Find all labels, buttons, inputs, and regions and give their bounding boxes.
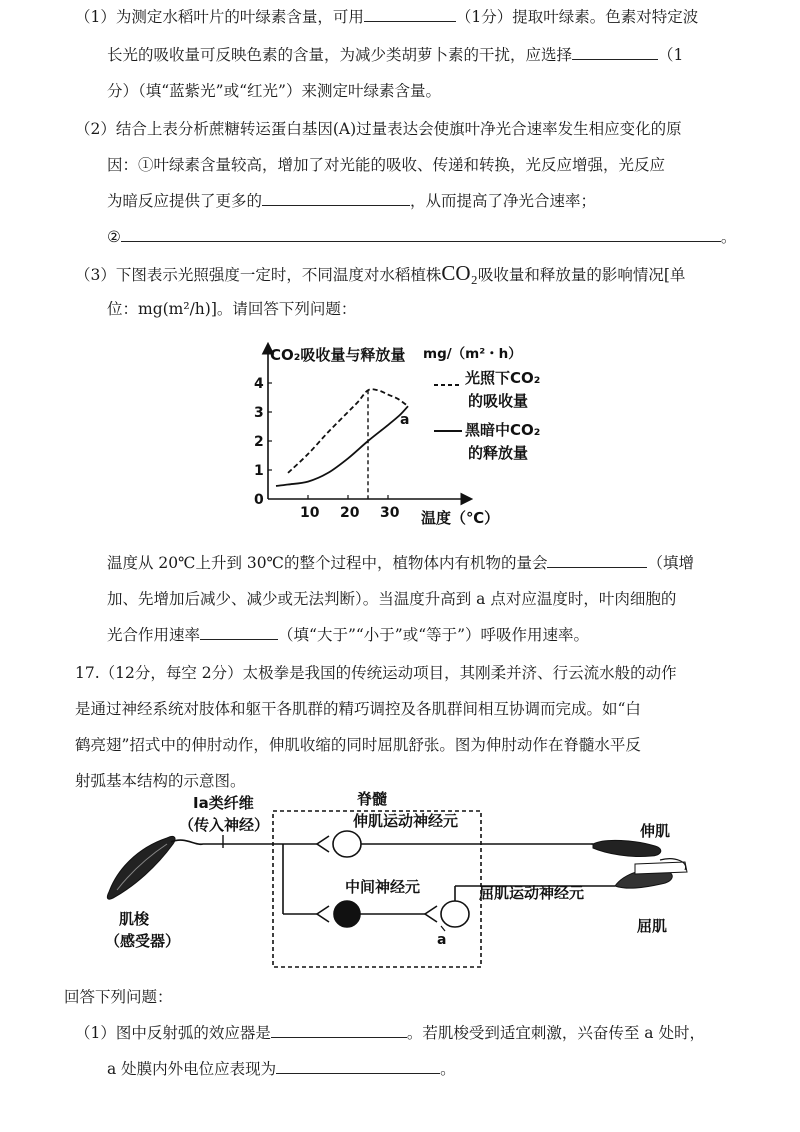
q16-p3-q3: 光合作用速率 （填“大于”“小于”或“等于”）呼吸作用速率。 [107, 626, 590, 644]
extensor-motor-label: 伸肌运动神经元 [353, 812, 459, 830]
reflex-arc-diagram [95, 786, 705, 971]
legend-light-line2: 的吸收量 [468, 392, 529, 410]
q17-line4: 射弧基本结构的示意图。 [75, 772, 246, 790]
bone [635, 862, 687, 874]
y-tick-label: 2 [254, 434, 264, 450]
q16-p2-line2: 因：①叶绿素含量较高，增加了对光能的吸收、传递和转换，光反应增强，光反应 [107, 156, 666, 174]
answer-blank[interactable] [262, 190, 410, 206]
extensor-muscle-label: 伸肌 [640, 822, 671, 840]
extensor-muscle [593, 840, 661, 856]
synapse-flexor [425, 906, 437, 922]
point-a-label: a [400, 412, 410, 428]
spindle-label: 肌梭 [119, 910, 150, 928]
legend-dark-line1: 黑暗中CO₂ [465, 421, 541, 439]
q17-answer1: （1）图中反射弧的效应器是 。若肌梭受到适宜刺激，兴奋传至 a 处时， [75, 1024, 705, 1042]
afferent-fiber [171, 840, 283, 844]
synapse-extensor [317, 836, 329, 852]
answer-intro: 回答下列问题： [64, 988, 173, 1006]
y-tick-label: 0 [254, 492, 264, 508]
q16-p2-line3: 为暗反应提供了更多的 ，从而提高了净光合速率； [107, 192, 597, 210]
q16-p3-line1: （3）下图表示光照强度一定时，不同温度对水稻植株CO₂吸收量和释放量的影响情况[单 [75, 261, 686, 285]
answer-blank[interactable] [572, 44, 658, 60]
answer-blank[interactable] [271, 1022, 407, 1038]
chart-title: CO₂吸收量与释放量 [270, 346, 406, 364]
y-tick-label: 1 [254, 463, 264, 479]
legend-light-line1: 光照下CO₂ [465, 369, 541, 387]
answer-blank[interactable] [276, 1058, 440, 1074]
q16-p2-line1: （2）结合上表分析蔗糖转运蛋白基因(A)过量表达会使旗叶净光合速率发生相应变化的原 [75, 120, 682, 138]
answer-blank[interactable] [364, 6, 456, 22]
flexor-motor-neuron [441, 901, 469, 927]
q16-p1-line1: （1）为测定水稻叶片的叶绿素含量，可用 （1分）提取叶绿素。色素对特定波 [75, 8, 699, 26]
extensor-motor-neuron [333, 831, 361, 857]
answer-blank[interactable] [200, 624, 278, 640]
x-tick-label: 20 [340, 505, 360, 521]
q16-p3-q1: 温度从 20℃上升到 30℃的整个过程中，植物体内有机物的量会 （填增 [107, 554, 694, 572]
y-tick-label: 3 [254, 405, 264, 421]
point-a-marker: a [437, 932, 447, 948]
q16-p1-line2: 长光的吸收量可反映色素的含量，为减少类胡萝卜素的干扰，应选择 （1 [107, 46, 684, 64]
q17-line3: 鹤亮翅”招式中的伸肘动作，伸肌收缩的同时屈肌舒张。图为伸肘动作在脊髓水平反 [75, 736, 641, 754]
x-axis-label: 温度（℃） [421, 509, 500, 527]
x-tick-label: 30 [380, 505, 400, 521]
ia-fiber-label: Ia类纤维 [193, 794, 254, 812]
q17-line2: 是通过神经系统对肢体和躯干各肌群的精巧调控及各肌群间相互协调而完成。如“白 [75, 700, 641, 718]
interneuron [334, 901, 360, 927]
synapse-interneuron [317, 906, 329, 922]
q17-answer2: a 处膜内外电位应表现为 。 [107, 1060, 456, 1078]
flexor-motor-label: 屈肌运动神经元 [479, 884, 585, 902]
flexor-muscle-label: 屈肌 [637, 917, 668, 935]
answer-blank[interactable] [121, 226, 721, 242]
y-tick-label: 4 [254, 376, 264, 392]
x-tick-label: 10 [300, 505, 320, 521]
afferent-label: （传入神经） [179, 816, 270, 834]
legend-dark-line2: 的释放量 [468, 444, 529, 462]
q16-p2-line4: ② 。 [107, 228, 737, 246]
q16-p1-line3: 分）（填“蓝紫光”或“红光”）来测定叶绿素含量。 [107, 82, 441, 100]
light-absorption-curve [288, 389, 408, 473]
answer-blank[interactable] [547, 552, 647, 568]
receptor-label: （感受器） [105, 932, 181, 950]
interneuron-label: 中间神经元 [345, 878, 421, 896]
y-axis-unit: mg/（m²・h） [423, 346, 522, 362]
q17-line1: 17.（12分，每空 2分）太极拳是我国的传统运动项目，其刚柔并济、行云流水般的动作 [75, 664, 677, 682]
q16-p3-q2: 加、先增加后减少、减少或无法判断）。当温度升高到 a 点对应温度时，叶肉细胞的 [107, 590, 677, 608]
q16-p3-line2: 位：mg(m²/h)]。请回答下列问题： [107, 300, 357, 318]
point-a-pointer [441, 926, 445, 931]
co2-temperature-chart [238, 333, 578, 533]
spinal-cord-label: 脊髓 [357, 790, 388, 808]
